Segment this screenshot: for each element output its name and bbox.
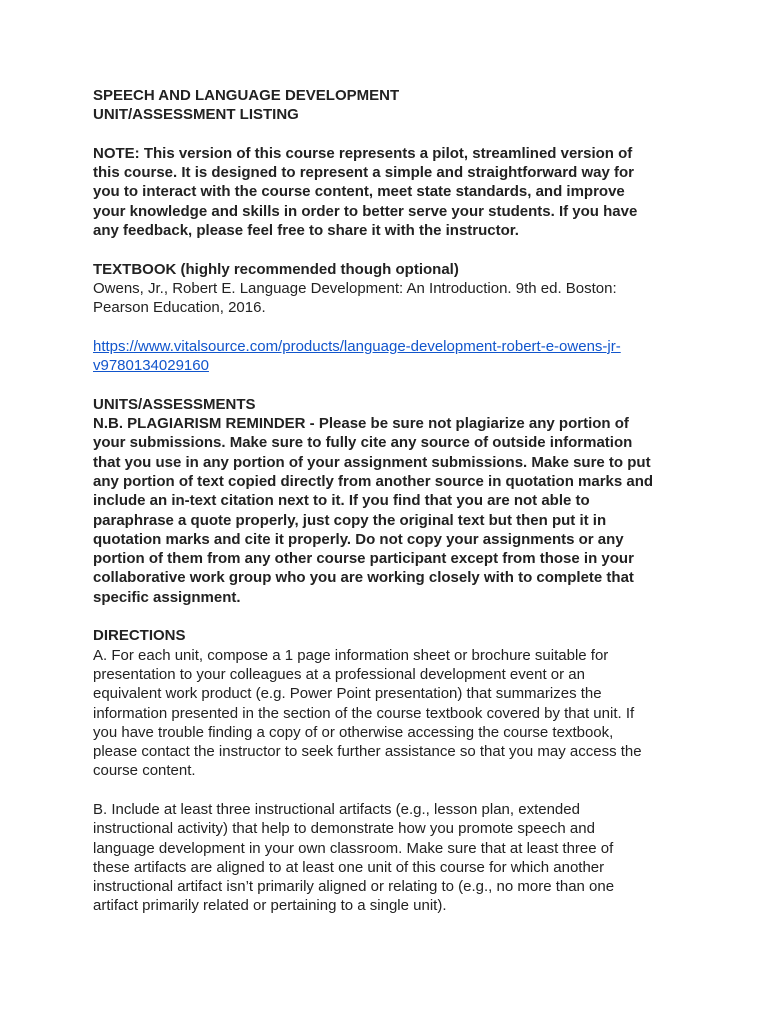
document-title bbox=[93, 86, 683, 125]
plagiarism-reminder-line: N.B. PLAGIARISM REMINDER - Please be sure not plagiarize any portion of bbox=[93, 415, 629, 433]
plagiarism-reminder-line: include an in-text citation next to it. If you find that you are not able to bbox=[93, 492, 590, 510]
document-body bbox=[93, 86, 683, 935]
direction-b-line: instructional activity) that help to demonstrate how you promote speech and bbox=[93, 820, 595, 838]
directions-heading: DIRECTIONS bbox=[93, 627, 186, 645]
units-heading: UNITS/ASSESSMENTS bbox=[93, 395, 256, 413]
direction-a-line: please contact the instructor to seek further assistance so that you may access the bbox=[93, 743, 642, 761]
direction-b-paragraph bbox=[93, 800, 683, 916]
direction-a-line: course content. bbox=[93, 762, 196, 780]
direction-a-line: presentation to your colleagues at a professional development event or an bbox=[93, 665, 585, 683]
direction-b-line: language development in your own classroom. Make sure that at least three of bbox=[93, 839, 614, 857]
units-section bbox=[93, 395, 683, 607]
note-line: you to interact with the course content, meet state standards, and improve bbox=[93, 183, 625, 201]
textbook-link-line[interactable]: v9780134029160 bbox=[93, 357, 209, 375]
direction-a-line: information presented in the section of the course textbook covered by that unit. If bbox=[93, 704, 635, 722]
plagiarism-reminder-line: your submissions. Make sure to fully cite any source of outside information bbox=[93, 434, 633, 452]
note-line: NOTE: This version of this course represents a pilot, streamlined version of bbox=[93, 144, 633, 162]
direction-b-line: B. Include at least three instructional artifacts (e.g., lesson plan, extended bbox=[93, 800, 580, 818]
direction-a-line: equivalent work product (e.g. Power Point presentation) that summarizes the bbox=[93, 685, 602, 703]
direction-b-line: artifact primarily related or pertaining to a single unit). bbox=[93, 897, 447, 915]
note-line: your knowledge and skills in order to better serve your students. If you have bbox=[93, 202, 638, 220]
note-line: this course. It is designed to represent a simple and straightforward way for bbox=[93, 164, 634, 182]
directions-section bbox=[93, 626, 683, 780]
plagiarism-reminder-line: collaborative work group who you are working closely with to complete that bbox=[93, 569, 634, 587]
plagiarism-reminder-line: paraphrase a quote properly, just copy the original text but then put it in bbox=[93, 511, 607, 529]
plagiarism-reminder-line: portion of them from any other course participant except from those in your bbox=[93, 550, 634, 568]
direction-a-line: A. For each unit, compose a 1 page information sheet or brochure suitable for bbox=[93, 646, 609, 664]
textbook-citation-line: Owens, Jr., Robert E. Language Development: An Introduction. 9th ed. Boston: bbox=[93, 279, 617, 297]
note-line: any feedback, please feel free to share it with the instructor. bbox=[93, 222, 519, 240]
title-line: SPEECH AND LANGUAGE DEVELOPMENT bbox=[93, 87, 400, 104]
note-paragraph bbox=[93, 144, 683, 240]
plagiarism-reminder-line: that you use in any portion of your assignment submissions. Make sure to put bbox=[93, 453, 651, 471]
direction-b-line: these artifacts are aligned to at least one unit of this course for which another bbox=[93, 858, 605, 876]
textbook-citation-line: Pearson Education, 2016. bbox=[93, 299, 266, 317]
plagiarism-reminder-line: specific assignment. bbox=[93, 588, 241, 606]
textbook-section bbox=[93, 260, 683, 318]
direction-a-line: you have trouble finding a copy of or otherwise accessing the course textbook, bbox=[93, 723, 614, 741]
plagiarism-reminder-line: any portion of text copied directly from another source in quotation marks and bbox=[93, 472, 654, 490]
textbook-link[interactable] bbox=[93, 337, 683, 376]
plagiarism-reminder-line: quotation marks and cite it properly. Do not copy your assignments or any bbox=[93, 530, 624, 548]
direction-b-line: instructional artifact isn’t primarily aligned or relating to (e.g., no more than one bbox=[93, 878, 615, 896]
title-line: UNIT/ASSESSMENT LISTING bbox=[93, 106, 299, 124]
textbook-link-line[interactable]: https://www.vitalsource.com/products/language-development-robert-e-owens-jr- bbox=[93, 337, 621, 355]
textbook-heading: TEXTBOOK (highly recommended though optional) bbox=[93, 260, 459, 278]
